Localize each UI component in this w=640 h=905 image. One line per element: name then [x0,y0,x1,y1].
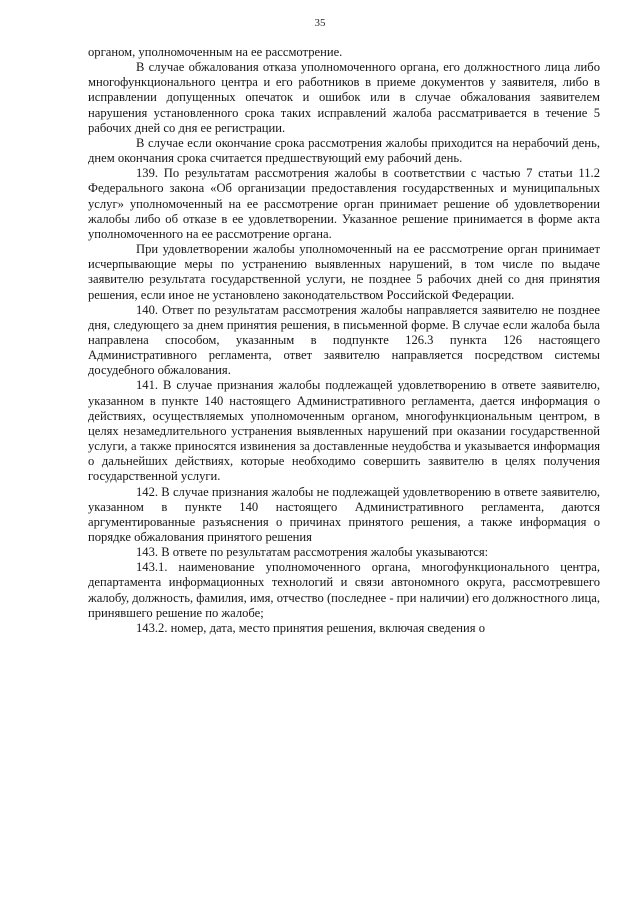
paragraph-appeal-refusal: В случае обжалования отказа уполномоченного органа, его должностного лица либо многофункционального центра и его работников в приеме документов у заявителя, либо в исправлении допущенных опечаток и ошибок или в случае обжалования заявителем нарушения установленного срока таких исправлений жалоба рассматривается в течение 5 рабочих дней со дня ее регистрации. [88,60,600,135]
document-body [88,45,600,636]
paragraph-141: 141. В случае признания жалобы подлежащей удовлетворению в ответе заявителю, указанном в пункте 140 настоящего Административного регламента, дается информация о действиях, осуществляемых уполномоченным органом, многофункциональным центром, в целях незамедлительного устранения выявленных нарушений при оказании государственной услуги, а также приносятся извинения за доставленные неудобства и указывается информация о дальнейших действиях, которые необходимо совершить заявителю в целях получения государственной услуги. [88,378,600,484]
paragraph-139: 139. По результатам рассмотрения жалобы в соответствии с частью 7 статьи 11.2 Федерального закона «Об организации предоставления государственных и муниципальных услуг» уполномоченный на ее рассмотрение орган принимает решение об удовлетворении жалобы либо об отказе в ее удовлетворении. Указанное решение принимается в форме акта уполномоченного на ее рассмотрение органа. [88,166,600,241]
paragraph-143: 143. В ответе по результатам рассмотрения жалобы указываются: [136,545,489,560]
paragraph-satisfaction-measures: При удовлетворении жалобы уполномоченный на ее рассмотрение орган принимает исчерпывающие меры по устранению выявленных нарушений, в том числе по выдаче заявителю результата государственной услуги, не позднее 5 рабочих дней со дня принятия решения, если иное не установлено законодательством Российской Федерации. [88,242,600,302]
paragraph-143-1: 143.1. наименование уполномоченного органа, многофункционального центра, департамента информационных технологий и связи автономного округа, рассмотревшего жалобу, должность, фамилия, имя, отчество (последнее - при наличии) его должностного лица, принявшего решение по жалобе; [88,560,600,620]
paragraph-140: 140. Ответ по результатам рассмотрения жалобы направляется заявителю не позднее дня, следующего за днем принятия решения, в письменной форме. В случае если жалоба была направлена способом, указанным в подпункте 126.3 пункта 126 настоящего Административного регламента, ответ заявителю направляется посредством системы досудебного обжалования. [88,302,600,378]
paragraph-143-2: 143.2. номер, дата, место принятия решения, включая сведения о [136,620,486,635]
page-number: 35 [314,17,326,29]
paragraph-continuation: органом, уполномоченным на ее рассмотрение. [88,45,343,59]
paragraph-nonworking-day: В случае если окончание срока рассмотрения жалобы приходится на нерабочий день, днем окончания срока считается предшествующий ему рабочий день. [88,135,600,166]
paragraph-142: 142. В случае признания жалобы не подлежащей удовлетворению в ответе заявителю, указанном в пункте 140 настоящего Административного регламента, даются аргументированные разъяснения о причинах принятого решения, а также информация о порядке обжалования принятого решения [88,484,600,544]
